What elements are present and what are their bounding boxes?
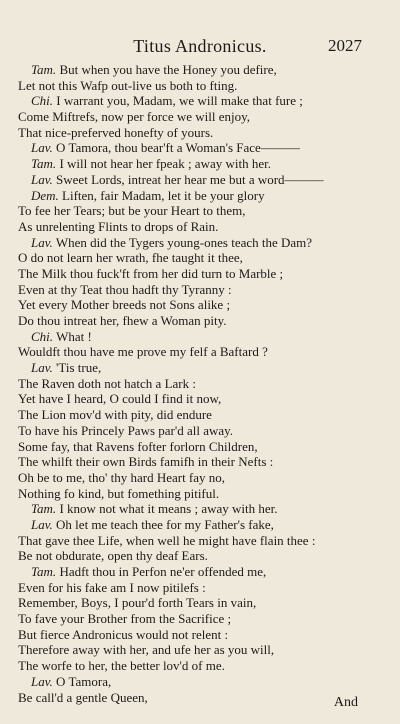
page-header <box>0 36 400 58</box>
line-text: Remember, Boys, I pour'd forth Tears in vain, <box>18 595 257 611</box>
line-text: Yet have I heard, O could I find it now, <box>18 391 222 407</box>
verse-line <box>18 188 392 204</box>
speaker-prefix: Chi. <box>31 93 54 109</box>
verse-line <box>18 423 392 439</box>
verse-line <box>18 329 392 345</box>
speaker-prefix: Tam. <box>31 501 57 517</box>
speaker-prefix: Lav. <box>31 234 53 250</box>
verse-line <box>18 580 392 596</box>
line-text: I warrant you, Madam, we will make that fure ; <box>56 93 303 109</box>
line-text: Even for his fake am I now pitilefs : <box>18 579 206 595</box>
verse-line <box>18 548 392 564</box>
verse-line <box>18 344 392 360</box>
play-text <box>18 62 392 705</box>
verse-line <box>18 250 392 266</box>
line-text: Be call'd a gentle Queen, <box>18 689 148 705</box>
verse-line <box>18 470 392 486</box>
line-text: Come Miftrefs, now per force we will enjoy, <box>18 109 251 125</box>
verse-line <box>18 297 392 313</box>
verse-line <box>18 203 392 219</box>
verse-line <box>18 407 392 423</box>
verse-line <box>18 564 392 580</box>
verse-line <box>18 376 392 392</box>
line-text: Be not obdurate, open thy deaf Ears. <box>18 548 208 564</box>
line-text: To have his Princely Paws par'd all away. <box>18 422 234 438</box>
line-text: I will not hear her fpeak ; away with her. <box>59 156 271 172</box>
verse-line <box>18 360 392 376</box>
line-text: Therefore away with her, and ufe her as you will, <box>18 642 275 658</box>
line-text: The whilft their own Birds famifh in their Nefts : <box>18 454 274 470</box>
line-text: The Milk thou fuck'ft from her did turn to Marble ; <box>18 265 284 281</box>
line-text: Hadft thou in Perfon ne'er offended me, <box>59 564 267 579</box>
line-text: Wouldft thou have me prove my felf a Baftard ? <box>18 344 268 360</box>
verse-line <box>18 219 392 235</box>
verse-line <box>18 266 392 282</box>
line-text: 'Tis true, <box>56 360 102 376</box>
verse-line <box>18 658 392 674</box>
line-text: Nothing fo kind, but fomething pitiful. <box>18 485 220 501</box>
verse-line <box>18 533 392 549</box>
verse-line <box>18 140 392 156</box>
line-text: I know not what it means ; away with her. <box>59 501 278 517</box>
verse-line <box>18 611 392 627</box>
line-text: But when you have the Honey you defire, <box>59 62 277 77</box>
verse-line <box>18 125 392 141</box>
verse-line <box>18 439 392 455</box>
line-text: Liften, fair Madam, let it be your glory <box>62 187 265 203</box>
verse-line <box>18 235 392 251</box>
verse-line <box>18 93 392 109</box>
line-text: That gave thee Life, when well he might have flain thee : <box>18 532 316 548</box>
catchword: And <box>333 695 358 710</box>
verse-line <box>18 109 392 125</box>
verse-line <box>18 62 392 78</box>
line-text: O Tamora, thou bear'ft a Woman's Face——— <box>56 140 300 156</box>
verse-line <box>18 156 392 172</box>
line-text: Sweet Lords, intreat her hear me but a word——— <box>56 171 324 187</box>
line-text: Do thou intreat her, fhew a Woman pity. <box>18 313 227 328</box>
line-text: The Lion mov'd with pity, did endure <box>18 407 212 423</box>
line-text: When did the Tygers young-ones teach the Dam? <box>55 234 313 250</box>
speaker-prefix: Lav. <box>31 140 53 156</box>
speaker-prefix: Tam. <box>31 564 57 579</box>
verse-line <box>18 517 392 533</box>
line-text: As unrelenting Flints to drops of Rain. <box>18 218 219 234</box>
line-text: Let not this Wafp out-live us both to fting. <box>18 77 238 93</box>
verse-line <box>18 313 392 329</box>
line-text: But fierce Andronicus would not relent : <box>18 626 229 642</box>
verse-line <box>18 454 392 470</box>
verse-line <box>18 642 392 658</box>
speaker-prefix: Tam. <box>31 156 57 172</box>
speaker-prefix: Lav. <box>31 171 53 187</box>
speaker-prefix: Lav. <box>31 516 53 532</box>
line-text: Oh be to me, tho' thy hard Heart fay no, <box>18 469 226 485</box>
line-text: Oh let me teach thee for my Father's fake, <box>56 516 274 532</box>
speaker-prefix: Lav. <box>31 360 53 376</box>
verse-line <box>18 595 392 611</box>
speaker-prefix: Lav. <box>31 673 53 689</box>
verse-line <box>18 486 392 502</box>
line-text: O Tamora, <box>56 673 112 689</box>
verse-line <box>18 172 392 188</box>
verse-line <box>18 501 392 517</box>
verse-line <box>18 282 392 298</box>
line-text: Yet every Mother breeds not Sons alike ; <box>18 297 231 313</box>
line-text: That nice-preferved honefty of yours. <box>18 124 214 140</box>
line-text: The Raven doth not hatch a Lark : <box>18 375 196 391</box>
line-text: O do not learn her wrath, fhe taught it thee, <box>18 250 243 266</box>
line-text: To fave your Brother from the Sacrifice ; <box>18 611 232 627</box>
speaker-prefix: Tam. <box>31 62 57 77</box>
speaker-prefix: Chi. <box>31 328 54 344</box>
line-text: Some fay, that Ravens fofter forlorn Children, <box>18 438 258 454</box>
running-title: Titus Andronicus. <box>133 36 267 56</box>
page-number: 2027 <box>328 36 362 55</box>
line-text: To fee her Tears; but be your Heart to them, <box>18 203 246 219</box>
line-text: What ! <box>56 328 92 344</box>
verse-line <box>18 674 392 690</box>
line-text: Even at thy Teat thou hadft thy Tyranny : <box>18 281 232 297</box>
line-text: The worfe to her, the better lov'd of me. <box>18 658 225 674</box>
verse-line <box>18 391 392 407</box>
verse-line <box>18 627 392 643</box>
speaker-prefix: Dem. <box>31 187 59 203</box>
verse-line <box>18 78 392 94</box>
